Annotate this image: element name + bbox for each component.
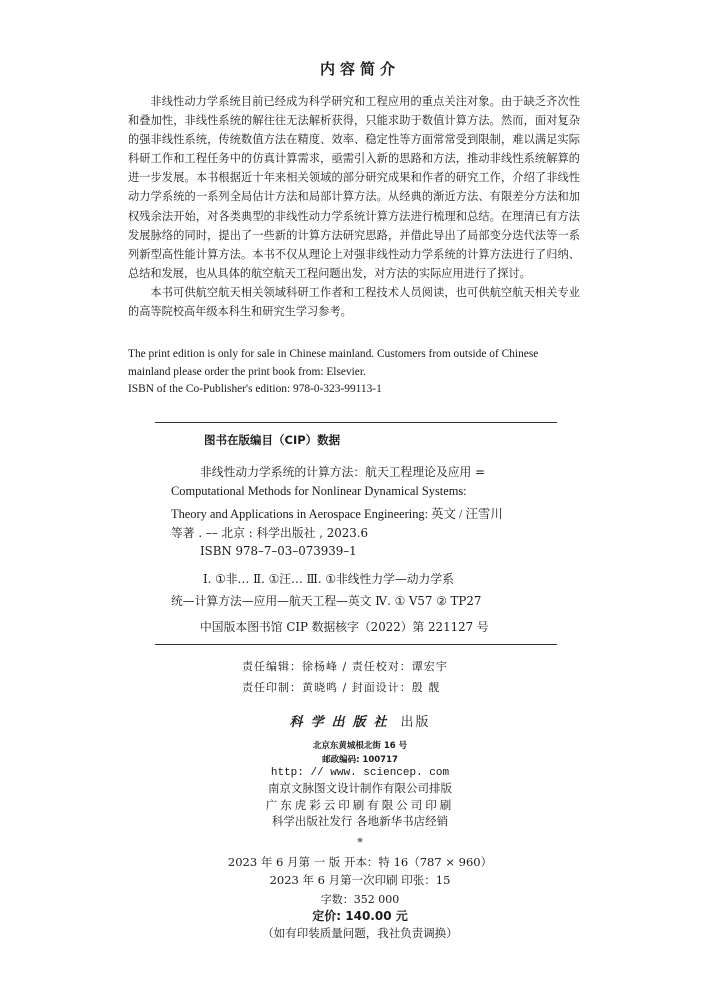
english-sale-notice — [128, 346, 580, 399]
cip-subjects-cont: 统—计算方法—应用—航天工程—英文 Ⅳ. ① V57 ② TP27 — [171, 594, 482, 608]
cip-title-cn: 非线性动力学系统的计算方法：航天工程理论及应用 = — [200, 465, 485, 479]
publisher-address: 北京东黄城根北街 16 号 — [312, 741, 408, 751]
publisher-postcode: 邮政编码: 100717 — [322, 755, 398, 765]
printing-info: 2023 年 6 月第一次印刷 印张：15 — [269, 873, 451, 887]
cip-title-en-cont: Theory and Applications in Aerospace Engineering: 英文 / 汪雪川 — [171, 507, 503, 521]
price: 定价: 140.00 元 — [312, 909, 408, 923]
co-publisher-isbn: ISBN of the Co-Publisher's edition: 978-0-323-99113-1 — [128, 383, 382, 395]
notice-line: mainland please order the print book from: Elsevier. — [128, 365, 366, 378]
distributor: 科学出版社发行 各地新华书店经销 — [271, 814, 449, 828]
editor-credits: 责任编辑：徐杨峰 / 责任校对：谭宏宇 — [242, 660, 448, 673]
cip-publication: 等著 . –– 北京 : 科学出版社 , 2023.6 — [171, 526, 368, 540]
publish-label: 出版 — [400, 715, 431, 730]
cip-subjects: Ⅰ. ①非… Ⅱ. ①汪… Ⅲ. ①非线性力学—动力学系 — [203, 572, 454, 586]
cip-top-rule — [155, 422, 557, 423]
publisher-url: http: // www. sciencep. com — [270, 767, 450, 779]
quality-note: （如有印装质量问题，我社负责调换） — [262, 926, 458, 940]
production-credits: 责任印制：黄晓鸣 / 封面设计：殷 靓 — [242, 681, 441, 694]
notice-line: The print edition is only for sale in Chinese mainland. Customers from outside of Chinese — [128, 348, 539, 360]
cip-title-en: Computational Methods for Nonlinear Dynamical Systems: — [171, 484, 467, 498]
edition-info: 2023 年 6 月第 一 版 开本：特 16（787 × 960） — [227, 855, 493, 869]
summary-paragraph-1: 非线性动力学系统目前已经成为科学研究和工程应用的重点关注对象。由于缺乏齐次性和叠加性，非线性系统的解往往无法解析获得，只能求助于数值计算方法。然而，面对复杂的强非线性系统，传统数值方法在精度、效率、稳定性等方面常常受到限制，难以满足实际科研工作和工程任务中的仿真计算需求，亟需引入新的思路和方法，推动非线性系统解算的进一步发展。本书根据近十年来相关领域的部分研究成果和作者的研究工作，介绍了非线性动力学系统的一系列全局估计方法和局部计算方法。从经典的渐近方法、有限差分方法和加权残余法开始，对各类典型的非线性动力学系统计算方法进行梳理和总结。在理清已有方法发展脉络的同时，提出了一些新的计算方法研究思路，并借此导出了局部变分迭代法等一系列新型高性能计算方法。本书不仅从理论上对强非线性动力学系统的计算方法进行了归纳、总结和发展，也从具体的航空航天工程问题出发，对方法的实际应用进行了探讨。 — [128, 95, 580, 280]
cip-heading: 图书在版编目（CIP）数据 — [204, 433, 341, 447]
cip-bottom-rule — [155, 644, 557, 645]
printer: 广东虎彩云印刷有限公司印刷 — [265, 798, 455, 812]
cip-verification-number: 中国版本图书馆 CIP 数据核字（2022）第 221127 号 — [200, 620, 489, 634]
summary-paragraph-2: 本书可供航空航天相关领域科研工作者和工程技术人员阅读，也可供航空航天相关专业的高等院校高年级本科生和研究生学习参考。 — [128, 285, 580, 319]
content-summary — [128, 92, 580, 321]
separator-asterisk: * — [357, 835, 363, 849]
cip-isbn: ISBN 978–7–03–073939–1 — [200, 544, 357, 558]
word-count: 字数：352 000 — [320, 893, 400, 906]
typesetter: 南京文脉图文设计制作有限公司排版 — [268, 781, 452, 795]
publisher-imprint — [0, 711, 720, 730]
publisher-logo-text: 科学出版社 — [289, 715, 395, 730]
page-title: 内容简介 — [319, 60, 400, 78]
